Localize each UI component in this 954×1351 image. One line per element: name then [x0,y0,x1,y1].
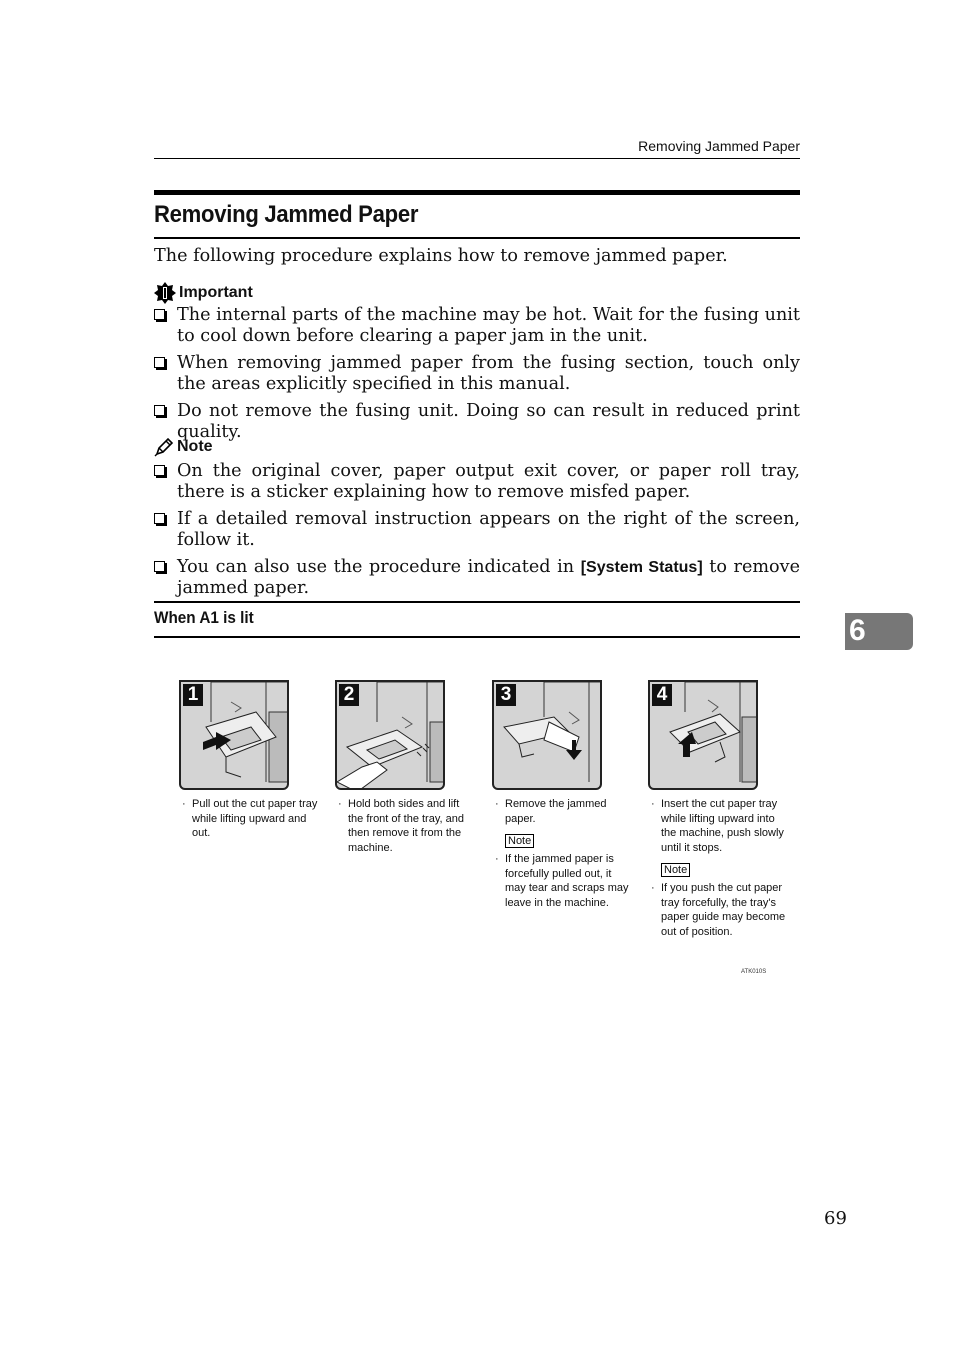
list-item: On the original cover, paper output exit cover, or paper roll tray, there is a sticker explaining how to remove misfed paper. [154,461,800,503]
step-number: 1 [183,684,203,706]
list-item: You can also use the procedure indicated in [System Status] to remove jammed paper. [154,557,800,599]
step-3 [492,680,632,910]
note-badge: Note [505,834,534,848]
step-1-illustration [179,680,289,790]
step-2-illustration [335,680,445,790]
checkbox-bullet-icon [154,561,165,572]
figure-code: ATK010S [741,969,767,975]
step-number: 2 [339,684,359,706]
step-caption: · Hold both sides and lift the front of the tray, and then remove it from the machine. [335,797,475,855]
important-heading [154,282,253,304]
title-top-rule [154,190,800,195]
note-heading [154,437,213,457]
running-header: Removing Jammed Paper [638,138,800,154]
step-caption: · Insert the cut paper tray while lifting upward into the machine, push slowly until it stops. Note · If you push the cut paper tray forcefully, the tray's paper guide may become out of position. [648,797,788,939]
step-3-illustration [492,680,602,790]
checkbox-bullet-icon [154,309,165,320]
step-1 [179,680,319,841]
step-4 [648,680,788,939]
chapter-tab [845,613,913,650]
step-2 [335,680,475,855]
step-number: 4 [652,684,672,706]
checkbox-bullet-icon [154,357,165,368]
important-list [154,305,800,449]
chapter-number: 6 [849,614,866,647]
pencil-icon [154,437,174,457]
note-list [154,461,800,605]
checkbox-bullet-icon [154,465,165,476]
step-caption: · Pull out the cut paper tray while lifting upward and out. [179,797,319,841]
list-item: If a detailed removal instruction appears on the right of the screen, follow it. [154,509,800,551]
subheading-top-rule [154,601,800,603]
important-label: Important [179,284,253,301]
note-badge: Note [661,863,690,877]
header-rule [154,158,800,159]
system-status-key: [System Status] [580,559,703,576]
step-4-illustration [648,680,758,790]
important-icon [154,282,176,304]
list-item: The internal parts of the machine may be hot. Wait for the fusing unit to cool down before clearing a paper jam in the unit. [154,305,800,347]
subheading: When A1 is lit [154,608,254,627]
step-caption: · Remove the jammed paper. Note · If the jammed paper is forcefully pulled out, it may tear and scraps may leave in the machine. [492,797,632,910]
page-number: 69 [824,1208,847,1229]
note-label: Note [177,438,213,455]
intro-text: The following procedure explains how to remove jammed paper. [154,246,728,266]
checkbox-bullet-icon [154,513,165,524]
list-item: Do not remove the fusing unit. Doing so can result in reduced print quality. [154,401,800,443]
title-bottom-rule [154,237,800,239]
subheading-bottom-rule [154,636,800,638]
step-number: 3 [496,684,516,706]
page-title: Removing Jammed Paper [154,201,419,228]
checkbox-bullet-icon [154,405,165,416]
list-item: When removing jammed paper from the fusing section, touch only the areas explicitly specified in this manual. [154,353,800,395]
